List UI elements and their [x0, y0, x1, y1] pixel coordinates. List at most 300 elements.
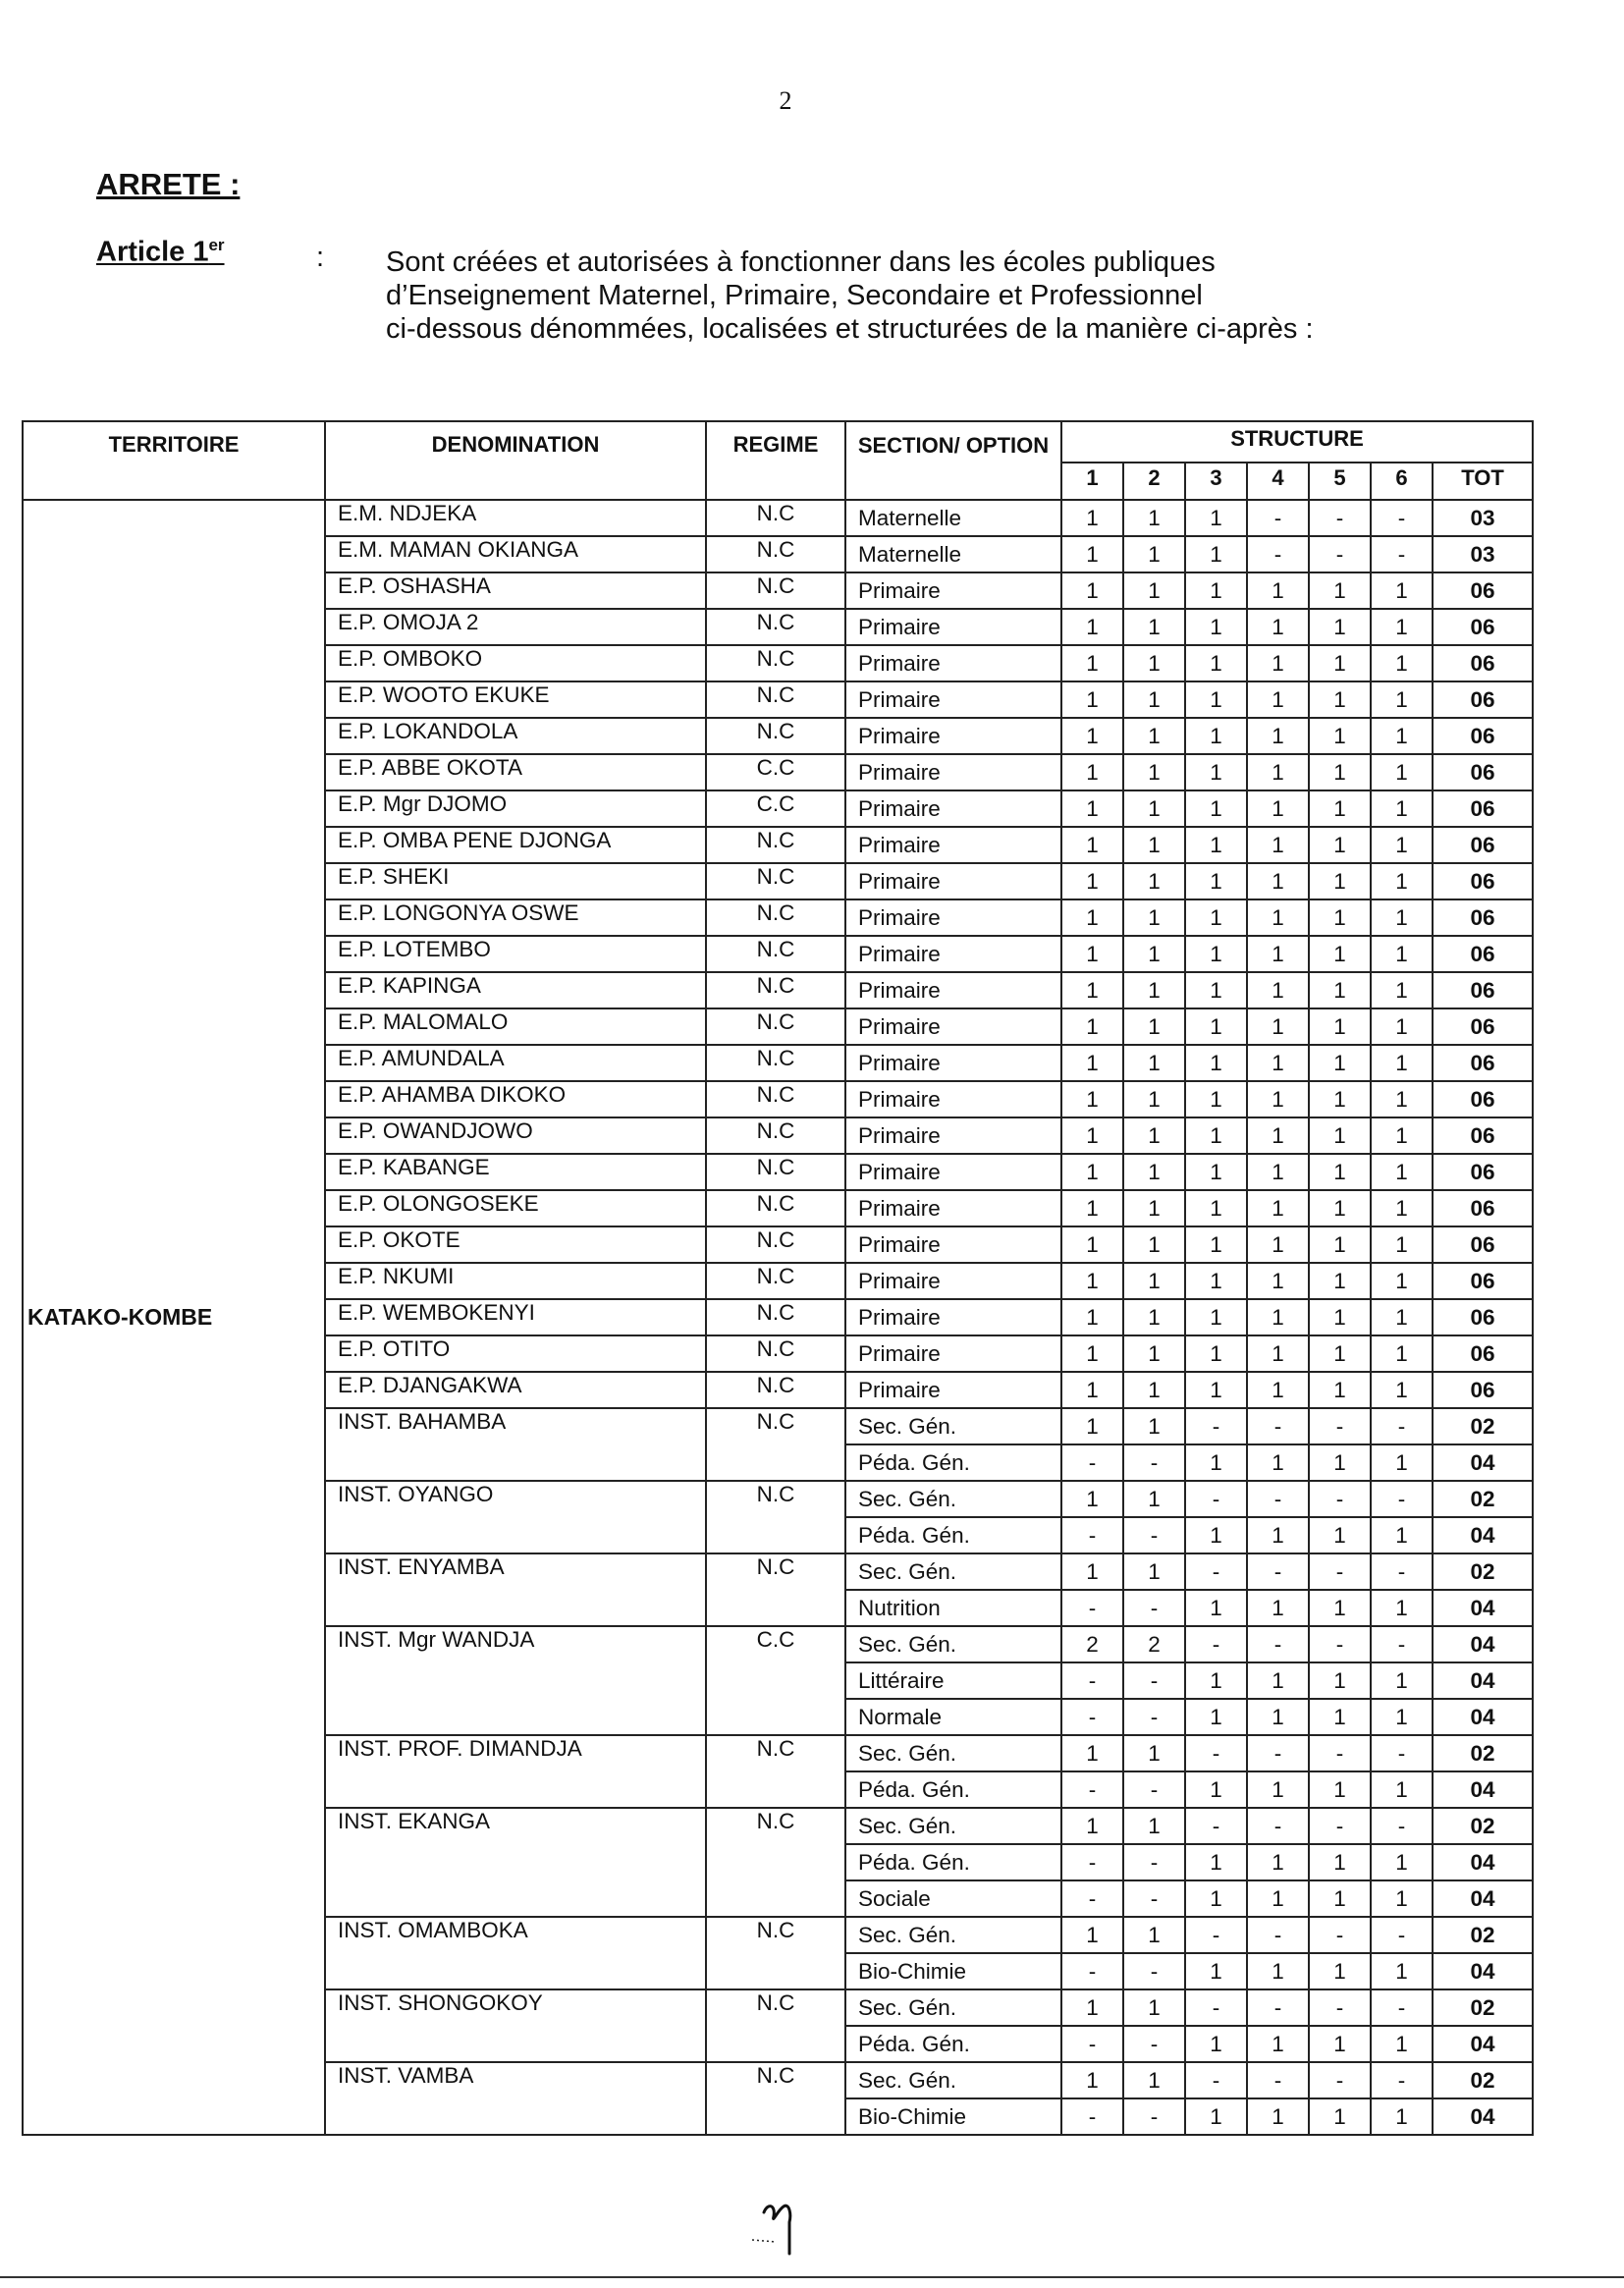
- section-cell: Nutrition: [845, 1590, 1061, 1626]
- structure-cell: 1: [1247, 1263, 1309, 1299]
- structure-cell: 1: [1185, 1699, 1247, 1735]
- total-cell: 02: [1433, 1553, 1533, 1590]
- total-cell: 06: [1433, 1045, 1533, 1081]
- structure-cell: 1: [1247, 899, 1309, 936]
- structure-cell: -: [1123, 1444, 1185, 1481]
- regime-cell: N.C: [706, 1735, 845, 1808]
- structure-cell: 1: [1123, 863, 1185, 899]
- regime-cell: N.C: [706, 1081, 845, 1117]
- structure-cell: -: [1123, 1880, 1185, 1917]
- structure-cell: -: [1061, 1699, 1123, 1735]
- structure-cell: 1: [1185, 681, 1247, 718]
- article-colon: :: [316, 242, 325, 273]
- section-cell: Sec. Gén.: [845, 1808, 1061, 1844]
- header-structure-col: 1: [1061, 463, 1123, 500]
- structure-cell: 1: [1123, 681, 1185, 718]
- structure-cell: 1: [1309, 2026, 1371, 2062]
- structure-cell: -: [1247, 1408, 1309, 1444]
- section-cell: Péda. Gén.: [845, 2026, 1061, 2062]
- school-name-cell: E.P. ABBE OKOTA: [325, 754, 706, 790]
- structure-cell: 1: [1371, 1444, 1433, 1481]
- structure-cell: -: [1371, 1481, 1433, 1517]
- regime-cell: C.C: [706, 754, 845, 790]
- structure-cell: 1: [1371, 1008, 1433, 1045]
- structure-cell: 1: [1123, 1989, 1185, 2026]
- structure-cell: 1: [1309, 827, 1371, 863]
- total-cell: 04: [1433, 1626, 1533, 1662]
- structure-cell: 1: [1185, 1081, 1247, 1117]
- school-name-cell: E.M. NDJEKA: [325, 500, 706, 536]
- structure-cell: 1: [1061, 645, 1123, 681]
- structure-cell: -: [1123, 1699, 1185, 1735]
- total-cell: 06: [1433, 1008, 1533, 1045]
- structure-cell: 1: [1061, 572, 1123, 609]
- regime-cell: C.C: [706, 1626, 845, 1735]
- structure-cell: 1: [1123, 972, 1185, 1008]
- structure-cell: 1: [1061, 1553, 1123, 1590]
- structure-cell: 1: [1123, 536, 1185, 572]
- regime-cell: N.C: [706, 936, 845, 972]
- structure-cell: 1: [1061, 1263, 1123, 1299]
- structure-cell: 1: [1309, 1771, 1371, 1808]
- structure-cell: -: [1309, 2062, 1371, 2098]
- total-cell: 04: [1433, 2026, 1533, 2062]
- section-cell: Primaire: [845, 936, 1061, 972]
- structure-cell: 1: [1371, 1117, 1433, 1154]
- structure-cell: 1: [1123, 2062, 1185, 2098]
- structure-cell: 1: [1185, 1880, 1247, 1917]
- structure-cell: 1: [1247, 1880, 1309, 1917]
- total-cell: 06: [1433, 1299, 1533, 1335]
- structure-cell: -: [1247, 500, 1309, 536]
- total-cell: 02: [1433, 1917, 1533, 1953]
- section-cell: Sec. Gén.: [845, 1626, 1061, 1662]
- structure-cell: 1: [1185, 863, 1247, 899]
- structure-cell: 1: [1185, 1517, 1247, 1553]
- structure-cell: -: [1371, 1808, 1433, 1844]
- structure-cell: 1: [1185, 2098, 1247, 2135]
- structure-cell: -: [1123, 1844, 1185, 1880]
- page-heading: ARRETE :: [96, 167, 241, 201]
- structure-cell: 1: [1309, 1662, 1371, 1699]
- structure-cell: 1: [1185, 1154, 1247, 1190]
- total-cell: 04: [1433, 2098, 1533, 2135]
- structure-cell: 1: [1247, 2026, 1309, 2062]
- total-cell: 03: [1433, 536, 1533, 572]
- structure-cell: 1: [1247, 1372, 1309, 1408]
- section-cell: Primaire: [845, 1081, 1061, 1117]
- structure-cell: 1: [1061, 1154, 1123, 1190]
- structure-cell: -: [1371, 1626, 1433, 1662]
- school-name-cell: E.P. NKUMI: [325, 1263, 706, 1299]
- structure-cell: 1: [1309, 1190, 1371, 1226]
- structure-cell: -: [1309, 536, 1371, 572]
- structure-cell: 1: [1123, 1154, 1185, 1190]
- section-cell: Sec. Gén.: [845, 1481, 1061, 1517]
- section-cell: Primaire: [845, 1008, 1061, 1045]
- structure-cell: 1: [1061, 681, 1123, 718]
- structure-cell: 1: [1371, 827, 1433, 863]
- section-cell: Littéraire: [845, 1662, 1061, 1699]
- signature-mark: [746, 2185, 825, 2263]
- structure-cell: 1: [1309, 609, 1371, 645]
- total-cell: 06: [1433, 1081, 1533, 1117]
- structure-cell: 1: [1123, 1045, 1185, 1081]
- structure-cell: 1: [1247, 1444, 1309, 1481]
- section-cell: Maternelle: [845, 500, 1061, 536]
- structure-cell: 1: [1371, 1844, 1433, 1880]
- structure-cell: 1: [1061, 972, 1123, 1008]
- total-cell: 02: [1433, 1989, 1533, 2026]
- structure-cell: 1: [1185, 536, 1247, 572]
- regime-cell: N.C: [706, 1154, 845, 1190]
- structure-cell: -: [1309, 1626, 1371, 1662]
- regime-cell: N.C: [706, 899, 845, 936]
- regime-cell: N.C: [706, 863, 845, 899]
- total-cell: 02: [1433, 1481, 1533, 1517]
- section-cell: Bio-Chimie: [845, 1953, 1061, 1989]
- school-name-cell: INST. PROF. DIMANDJA: [325, 1735, 706, 1808]
- structure-cell: 1: [1371, 863, 1433, 899]
- total-cell: 02: [1433, 2062, 1533, 2098]
- structure-cell: 1: [1309, 1226, 1371, 1263]
- structure-cell: -: [1309, 1917, 1371, 1953]
- school-name-cell: E.P. LONGONYA OSWE: [325, 899, 706, 936]
- section-cell: Primaire: [845, 1117, 1061, 1154]
- total-cell: 06: [1433, 1190, 1533, 1226]
- regime-cell: N.C: [706, 536, 845, 572]
- structure-cell: 1: [1123, 827, 1185, 863]
- school-name-cell: E.P. LOKANDOLA: [325, 718, 706, 754]
- school-name-cell: E.P. WEMBOKENYI: [325, 1299, 706, 1335]
- total-cell: 06: [1433, 863, 1533, 899]
- structure-cell: 1: [1185, 609, 1247, 645]
- header-structure-col: 4: [1247, 463, 1309, 500]
- structure-cell: 1: [1123, 645, 1185, 681]
- section-cell: Maternelle: [845, 536, 1061, 572]
- structure-cell: 1: [1061, 754, 1123, 790]
- structure-cell: 1: [1247, 863, 1309, 899]
- structure-cell: 1: [1371, 1081, 1433, 1117]
- structure-cell: 1: [1061, 863, 1123, 899]
- structure-cell: 1: [1123, 1481, 1185, 1517]
- structure-cell: 1: [1247, 790, 1309, 827]
- section-cell: Primaire: [845, 863, 1061, 899]
- regime-cell: N.C: [706, 1408, 845, 1481]
- total-cell: 06: [1433, 1154, 1533, 1190]
- total-cell: 06: [1433, 1117, 1533, 1154]
- structure-cell: 2: [1061, 1626, 1123, 1662]
- regime-cell: N.C: [706, 1335, 845, 1372]
- section-cell: Bio-Chimie: [845, 2098, 1061, 2135]
- structure-cell: 1: [1061, 1117, 1123, 1154]
- structure-cell: 1: [1061, 1335, 1123, 1372]
- structure-cell: 1: [1061, 1408, 1123, 1444]
- school-name-cell: INST. SHONGOKOY: [325, 1989, 706, 2062]
- structure-cell: 1: [1371, 1662, 1433, 1699]
- structure-cell: 1: [1061, 609, 1123, 645]
- structure-cell: 1: [1309, 1699, 1371, 1735]
- structure-cell: 1: [1371, 1045, 1433, 1081]
- regime-cell: N.C: [706, 827, 845, 863]
- structure-cell: -: [1123, 1771, 1185, 1808]
- structure-cell: 1: [1061, 1190, 1123, 1226]
- school-name-cell: E.P. KAPINGA: [325, 972, 706, 1008]
- structure-cell: 1: [1309, 1517, 1371, 1553]
- regime-cell: N.C: [706, 1008, 845, 1045]
- total-cell: 02: [1433, 1735, 1533, 1771]
- structure-cell: 1: [1371, 1880, 1433, 1917]
- structure-cell: -: [1247, 1989, 1309, 2026]
- structure-cell: 1: [1247, 1045, 1309, 1081]
- section-cell: Péda. Gén.: [845, 1517, 1061, 1553]
- school-name-cell: E.P. OWANDJOWO: [325, 1117, 706, 1154]
- structure-cell: 1: [1185, 790, 1247, 827]
- total-cell: 04: [1433, 1699, 1533, 1735]
- article-label-text: Article 1: [96, 236, 209, 268]
- regime-cell: N.C: [706, 1372, 845, 1408]
- structure-cell: 1: [1185, 2026, 1247, 2062]
- structure-cell: 1: [1185, 500, 1247, 536]
- structure-cell: 1: [1247, 1117, 1309, 1154]
- regime-cell: N.C: [706, 1481, 845, 1553]
- structure-cell: 1: [1185, 827, 1247, 863]
- structure-cell: 1: [1061, 2062, 1123, 2098]
- structure-cell: 2: [1123, 1626, 1185, 1662]
- header-structure-col: 6: [1371, 463, 1433, 500]
- total-cell: 06: [1433, 645, 1533, 681]
- structure-cell: 1: [1371, 681, 1433, 718]
- structure-cell: 1: [1371, 899, 1433, 936]
- total-cell: 04: [1433, 1771, 1533, 1808]
- structure-cell: 1: [1247, 718, 1309, 754]
- structure-cell: 1: [1371, 754, 1433, 790]
- structure-cell: 1: [1185, 1771, 1247, 1808]
- regime-cell: N.C: [706, 972, 845, 1008]
- structure-cell: 1: [1061, 1081, 1123, 1117]
- structure-cell: 1: [1123, 1081, 1185, 1117]
- section-cell: Primaire: [845, 899, 1061, 936]
- header-structure-col: 3: [1185, 463, 1247, 500]
- structure-cell: -: [1061, 1517, 1123, 1553]
- regime-cell: N.C: [706, 1263, 845, 1299]
- territory-cell: KATAKO-KOMBE: [23, 500, 325, 2135]
- structure-cell: 1: [1185, 754, 1247, 790]
- structure-cell: 1: [1061, 536, 1123, 572]
- regime-cell: N.C: [706, 1299, 845, 1335]
- school-name-cell: E.P. KABANGE: [325, 1154, 706, 1190]
- structure-cell: 1: [1247, 1335, 1309, 1372]
- regime-cell: N.C: [706, 1553, 845, 1626]
- header-structure: STRUCTURE: [1061, 421, 1533, 463]
- total-cell: 04: [1433, 1953, 1533, 1989]
- total-cell: 06: [1433, 1372, 1533, 1408]
- structure-cell: -: [1247, 536, 1309, 572]
- structure-cell: 1: [1247, 1662, 1309, 1699]
- school-name-cell: E.P. OMBA PENE DJONGA: [325, 827, 706, 863]
- regime-cell: C.C: [706, 790, 845, 827]
- structure-cell: 1: [1309, 1880, 1371, 1917]
- structure-cell: 1: [1309, 1299, 1371, 1335]
- school-name-cell: E.P. OMOJA 2: [325, 609, 706, 645]
- structure-cell: -: [1371, 1553, 1433, 1590]
- structure-cell: -: [1185, 1989, 1247, 2026]
- structure-cell: 1: [1185, 899, 1247, 936]
- structure-cell: -: [1061, 1662, 1123, 1699]
- structure-cell: 1: [1309, 718, 1371, 754]
- section-cell: Primaire: [845, 972, 1061, 1008]
- school-name-cell: E.M. MAMAN OKIANGA: [325, 536, 706, 572]
- section-cell: Sec. Gén.: [845, 1553, 1061, 1590]
- structure-cell: 1: [1123, 609, 1185, 645]
- header-structure-col-tot: TOT: [1433, 463, 1533, 500]
- header-section-option: SECTION/ OPTION: [845, 421, 1061, 500]
- structure-cell: 1: [1371, 1590, 1433, 1626]
- structure-cell: 1: [1247, 754, 1309, 790]
- section-cell: Primaire: [845, 1190, 1061, 1226]
- structure-cell: 1: [1309, 1263, 1371, 1299]
- structure-cell: -: [1309, 1408, 1371, 1444]
- structure-cell: -: [1185, 1481, 1247, 1517]
- regime-cell: N.C: [706, 1117, 845, 1154]
- structure-cell: 1: [1309, 1372, 1371, 1408]
- structure-cell: -: [1247, 1481, 1309, 1517]
- structure-cell: 1: [1371, 2026, 1433, 2062]
- header-denomination: DENOMINATION: [325, 421, 706, 500]
- total-cell: 04: [1433, 1444, 1533, 1481]
- section-cell: Primaire: [845, 1299, 1061, 1335]
- header-regime: REGIME: [706, 421, 845, 500]
- school-name-cell: INST. VAMBA: [325, 2062, 706, 2135]
- school-name-cell: E.P. LOTEMBO: [325, 936, 706, 972]
- structure-cell: 1: [1309, 1335, 1371, 1372]
- structure-cell: 1: [1247, 1517, 1309, 1553]
- structure-cell: -: [1185, 2062, 1247, 2098]
- structure-cell: 1: [1371, 936, 1433, 972]
- section-cell: Sec. Gén.: [845, 2062, 1061, 2098]
- total-cell: 06: [1433, 1263, 1533, 1299]
- structure-cell: 1: [1185, 1263, 1247, 1299]
- structure-cell: 1: [1185, 1190, 1247, 1226]
- structure-cell: 1: [1309, 1953, 1371, 1989]
- structure-cell: 1: [1185, 1117, 1247, 1154]
- structure-cell: -: [1123, 2026, 1185, 2062]
- structure-cell: 1: [1123, 500, 1185, 536]
- regime-cell: N.C: [706, 1808, 845, 1917]
- structure-cell: 1: [1247, 645, 1309, 681]
- structure-cell: -: [1371, 500, 1433, 536]
- section-cell: Sec. Gén.: [845, 1917, 1061, 1953]
- regime-cell: N.C: [706, 645, 845, 681]
- structure-cell: -: [1185, 1553, 1247, 1590]
- school-name-cell: INST. OMAMBOKA: [325, 1917, 706, 1989]
- section-cell: Primaire: [845, 1372, 1061, 1408]
- regime-cell: N.C: [706, 1917, 845, 1989]
- structure-cell: -: [1061, 1590, 1123, 1626]
- structure-cell: -: [1309, 1553, 1371, 1590]
- structure-cell: -: [1185, 1917, 1247, 1953]
- total-cell: 02: [1433, 1408, 1533, 1444]
- structure-cell: -: [1371, 536, 1433, 572]
- structure-cell: 1: [1123, 1372, 1185, 1408]
- structure-cell: -: [1371, 1989, 1433, 2026]
- structure-cell: 1: [1123, 899, 1185, 936]
- structure-cell: 1: [1247, 1190, 1309, 1226]
- structure-cell: 1: [1185, 1335, 1247, 1372]
- structure-cell: 1: [1061, 1299, 1123, 1335]
- structure-cell: 1: [1123, 754, 1185, 790]
- structure-cell: 1: [1061, 1045, 1123, 1081]
- structure-cell: 1: [1185, 1372, 1247, 1408]
- structure-cell: -: [1309, 500, 1371, 536]
- regime-cell: N.C: [706, 609, 845, 645]
- structure-cell: 1: [1061, 899, 1123, 936]
- structure-cell: 1: [1371, 1699, 1433, 1735]
- structure-cell: 1: [1061, 1481, 1123, 1517]
- school-name-cell: E.P. OSHASHA: [325, 572, 706, 609]
- structure-cell: 1: [1309, 1590, 1371, 1626]
- total-cell: 06: [1433, 572, 1533, 609]
- section-cell: Primaire: [845, 681, 1061, 718]
- total-cell: 06: [1433, 899, 1533, 936]
- structure-cell: 1: [1371, 1953, 1433, 1989]
- school-name-cell: E.P. OLONGOSEKE: [325, 1190, 706, 1226]
- structure-cell: -: [1247, 1553, 1309, 1590]
- structure-cell: 1: [1371, 572, 1433, 609]
- structure-cell: 1: [1309, 972, 1371, 1008]
- structure-cell: -: [1185, 1808, 1247, 1844]
- structure-cell: -: [1061, 2026, 1123, 2062]
- structure-cell: 1: [1247, 1844, 1309, 1880]
- structure-cell: -: [1371, 1917, 1433, 1953]
- structure-cell: 1: [1061, 936, 1123, 972]
- regime-cell: N.C: [706, 1989, 845, 2062]
- structure-cell: 1: [1371, 645, 1433, 681]
- structure-cell: 1: [1371, 1154, 1433, 1190]
- section-cell: Normale: [845, 1699, 1061, 1735]
- section-cell: Sec. Gén.: [845, 1989, 1061, 2026]
- section-cell: Primaire: [845, 645, 1061, 681]
- structure-cell: 1: [1185, 1844, 1247, 1880]
- structure-cell: 1: [1309, 754, 1371, 790]
- structure-cell: 1: [1371, 1517, 1433, 1553]
- structure-cell: 1: [1247, 572, 1309, 609]
- structure-cell: 1: [1309, 899, 1371, 936]
- structure-cell: 1: [1123, 1263, 1185, 1299]
- structure-cell: 1: [1247, 827, 1309, 863]
- school-name-cell: E.P. Mgr DJOMO: [325, 790, 706, 827]
- structure-cell: 1: [1185, 1444, 1247, 1481]
- structure-cell: 1: [1247, 681, 1309, 718]
- structure-cell: -: [1061, 1844, 1123, 1880]
- structure-cell: 1: [1309, 681, 1371, 718]
- total-cell: 06: [1433, 718, 1533, 754]
- school-name-cell: INST. OYANGO: [325, 1481, 706, 1553]
- structure-cell: 1: [1123, 936, 1185, 972]
- regime-cell: N.C: [706, 2062, 845, 2135]
- structure-cell: 1: [1123, 1335, 1185, 1372]
- structure-cell: 1: [1123, 790, 1185, 827]
- structure-cell: 1: [1185, 1953, 1247, 1989]
- page-number: 2: [779, 86, 792, 115]
- total-cell: 06: [1433, 609, 1533, 645]
- structure-cell: 1: [1247, 1590, 1309, 1626]
- section-cell: Primaire: [845, 572, 1061, 609]
- article-text-line: ci-dessous dénommées, localisées et structurées de la manière ci-après :: [386, 313, 1314, 345]
- structure-cell: 1: [1309, 1081, 1371, 1117]
- school-name-cell: E.P. AMUNDALA: [325, 1045, 706, 1081]
- structure-cell: 1: [1247, 1953, 1309, 1989]
